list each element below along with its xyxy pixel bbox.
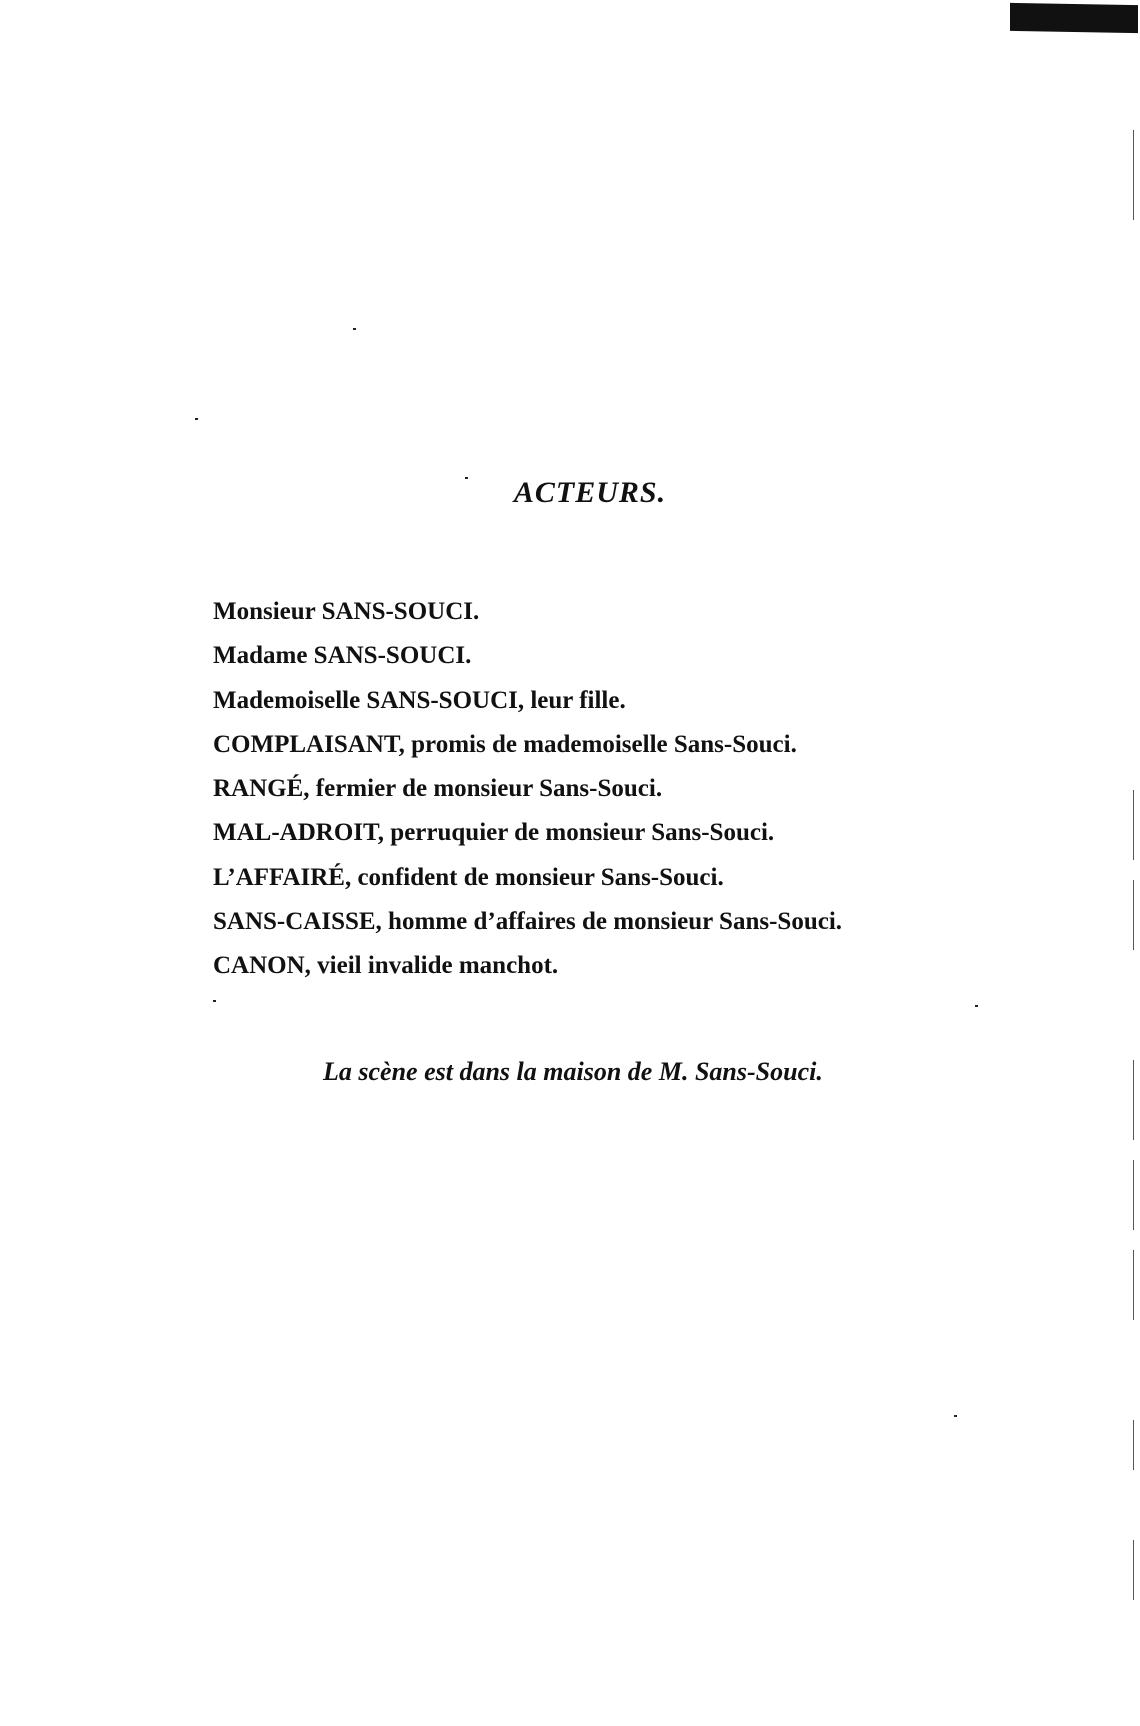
cast-item: COMPLAISANT, promis de mademoiselle Sans-Souci. (213, 730, 797, 758)
cast-item: CANON, vieil invalide manchot. (213, 952, 559, 980)
cast-item: L’AFFAIRÉ, confident de monsieur Sans-Souci. (213, 863, 724, 891)
cast-item: SANS-CAISSE, homme d’affaires de monsieur Sans-Souci. (213, 908, 843, 936)
scan-speck (353, 328, 356, 330)
scene-setting: La scène est dans la maison de M. Sans-Souci. (323, 1057, 823, 1086)
scan-edge-line (1133, 1060, 1134, 1140)
scan-edge-line (1133, 130, 1134, 220)
scan-edge-line (1133, 880, 1134, 950)
scan-corner-mark (1010, 3, 1138, 33)
scan-edge-line (1133, 1250, 1134, 1320)
scan-speck (954, 1415, 957, 1417)
scan-speck (195, 418, 198, 420)
scan-speck (213, 1000, 216, 1002)
cast-list (213, 590, 842, 989)
scan-edge-line (1133, 790, 1134, 860)
cast-item: MAL-ADROIT, perruquier de monsieur Sans-Souci. (213, 819, 775, 847)
cast-item: Madame SANS-SOUCI. (213, 642, 472, 670)
scan-speck (975, 1005, 978, 1007)
page-title: ACTEURS. (513, 476, 667, 509)
cast-item: RANGÉ, fermier de monsieur Sans-Souci. (213, 775, 663, 803)
scan-edge-line (1133, 1160, 1134, 1230)
cast-item: Mademoiselle SANS-SOUCI, leur fille. (213, 686, 626, 714)
scan-edge-line (1133, 1420, 1134, 1470)
cast-item: Monsieur SANS-SOUCI. (213, 598, 480, 625)
scan-edge-line (1133, 1540, 1134, 1600)
